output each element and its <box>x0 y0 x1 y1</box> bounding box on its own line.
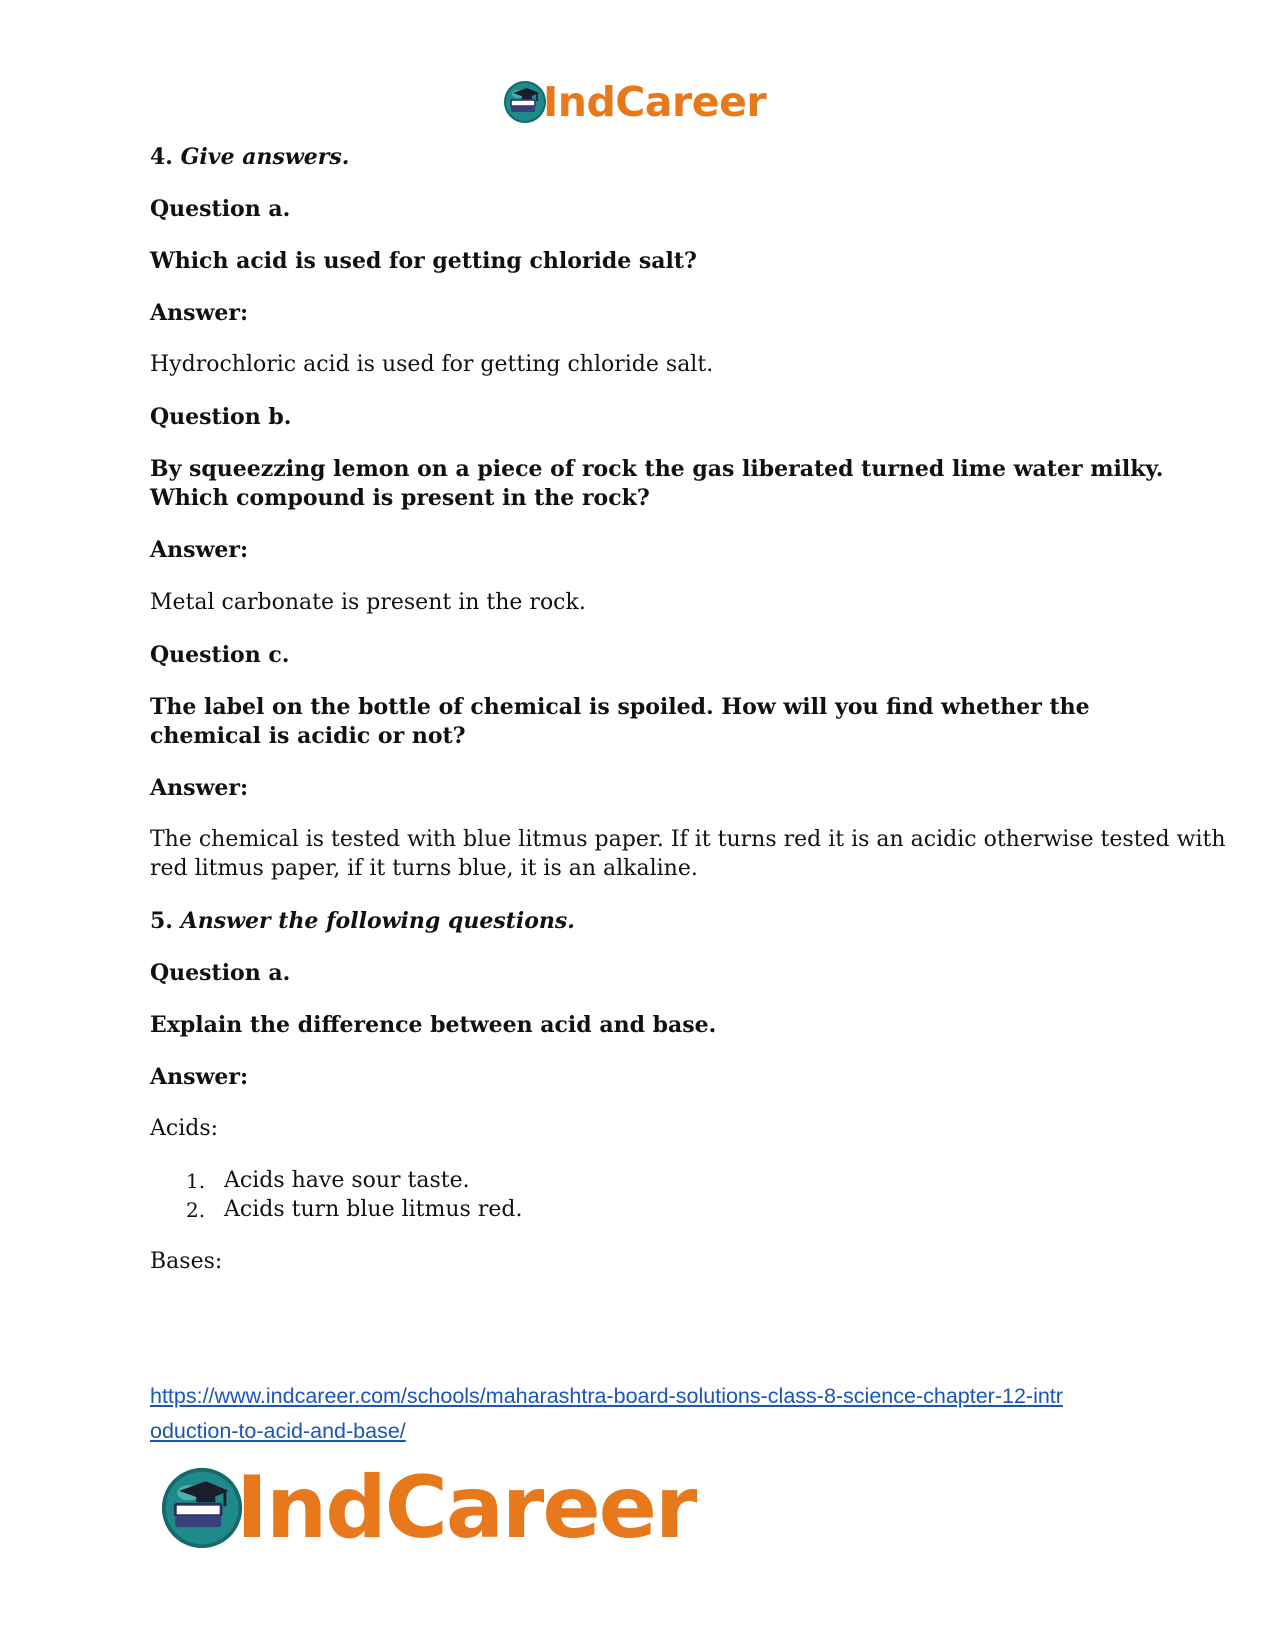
section-5-number: 5. <box>150 908 173 934</box>
header-logo <box>503 78 766 126</box>
footer-logo <box>160 1458 696 1558</box>
q4c-answer-label: Answer: <box>150 775 249 801</box>
q4a-label: Question a. <box>150 196 291 222</box>
q4c-question-line2: chemical is acidic or not? <box>150 723 466 749</box>
q4b-answer-label: Answer: <box>150 537 249 563</box>
q4c-answer-line2: red litmus paper, if it turns blue, it is an alkaline. <box>150 856 698 881</box>
q5a-question: Explain the difference between acid and base. <box>150 1012 717 1038</box>
source-link-line1[interactable]: https://www.indcareer.com/schools/maharashtra-board-solutions-class-8-science-chapter-12-intr <box>150 1384 1063 1408</box>
globe-book-icon <box>503 80 547 124</box>
section-4-heading <box>150 142 349 172</box>
section-4-title: Give answers. <box>180 144 350 170</box>
brand-wordmark: IndCareer <box>236 1458 696 1558</box>
source-link-line2[interactable]: oduction-to-acid-and-base/ <box>150 1419 406 1443</box>
q4b-label: Question b. <box>150 404 292 430</box>
brand-wordmark: IndCareer <box>543 78 767 126</box>
q4c-question-line1: The label on the bottle of chemical is spoiled. How will you find whether the <box>150 694 1090 720</box>
section-5-heading <box>150 906 575 936</box>
bases-label: Bases: <box>150 1249 223 1274</box>
q4a-question: Which acid is used for getting chloride salt? <box>150 248 697 274</box>
q5a-label: Question a. <box>150 960 291 986</box>
q5a-answer-label: Answer: <box>150 1064 249 1090</box>
list-item: Acids turn blue litmus red. <box>224 1197 523 1222</box>
section-4-number: 4. <box>150 144 173 170</box>
q4c-answer-line1: The chemical is tested with blue litmus paper. If it turns red it is an acidic otherwise tested with <box>150 827 1226 852</box>
list-item: Acids have sour taste. <box>224 1168 470 1193</box>
list-item-number: 2. <box>186 1198 206 1222</box>
q4c-label: Question c. <box>150 642 290 668</box>
q4b-answer: Metal carbonate is present in the rock. <box>150 590 586 615</box>
q4b-question-line1: By squeezzing lemon on a piece of rock the gas liberated turned lime water milky. <box>150 456 1164 482</box>
q4b-question-line2: Which compound is present in the rock? <box>150 485 650 511</box>
q4a-answer-label: Answer: <box>150 300 249 326</box>
globe-book-icon <box>160 1466 244 1550</box>
acids-label: Acids: <box>150 1116 219 1141</box>
section-5-title: Answer the following questions. <box>180 908 575 934</box>
q4a-answer: Hydrochloric acid is used for getting chloride salt. <box>150 352 714 377</box>
list-item-number: 1. <box>186 1169 206 1193</box>
